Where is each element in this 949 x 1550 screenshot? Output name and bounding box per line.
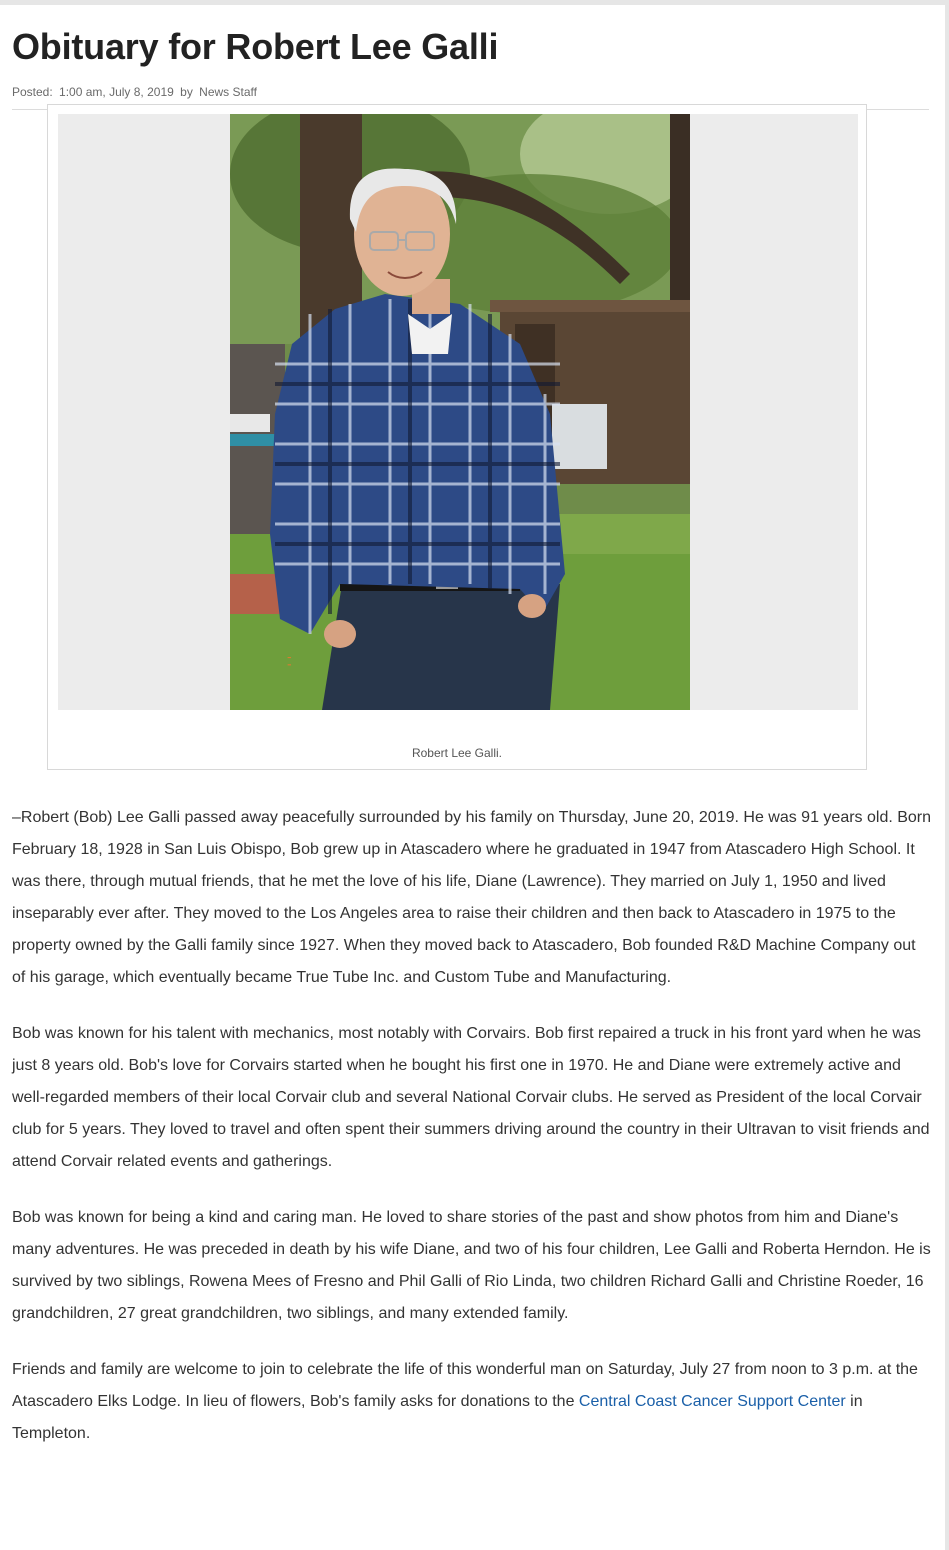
scrollbar-track[interactable] [945,0,949,1550]
article-body [12,802,932,1474]
paragraph: Bob was known for being a kind and caring man. He loved to share stories of the past and show photos from him and Diane's many adventures. He was preceded in death by his wife Diane, and two of his four children, Lee Galli and Roberta Herndon. He is survived by two siblings, Rowena Mees of Fresno and Phil Galli of Rio Linda, two children Richard Galli and Christine Roeder, 16 grandchildren, 27 great grandchildren, two siblings, and many extended family. [12,1209,931,1322]
photo-figure [47,104,867,770]
donation-link[interactable]: Central Coast Cancer Support Center [578,1393,846,1410]
top-border [0,0,949,5]
posted-time: 1:00 am, July 8, 2019 [59,85,174,99]
photo-mat [58,114,858,710]
author-link[interactable]: News Staff [199,85,257,99]
paragraph-final [12,1354,932,1450]
article-header [12,24,929,110]
page-title: Obituary for Robert Lee Galli [12,26,499,67]
portrait-photo[interactable] [230,114,690,710]
photo-caption: Robert Lee Galli. [411,746,503,760]
final-text-before: Friends and family are welcome to join to celebrate the life of this wonderful man on Saturday, July 27 from noon to 3 p.m. at the Atascadero Elks Lodge. In lieu of flowers, Bob's family asks for donations to the [12,1361,918,1410]
post-meta [12,84,929,100]
posted-label: Posted: [12,85,53,99]
paragraph: Bob was known for his talent with mechanics, most notably with Corvairs. Bob first repaired a truck in his front yard when he was just 8 years old. Bob's love for Corvairs started when he bought his first one in 1970. He and Diane were extremely active and well-regarded members of their local Corvair club and several National Corvair clubs. He served as President of the local Corvair club for 5 years. They loved to travel and often spent their summers driving around the country in their Ultravan to visit friends and attend Corvair related events and gatherings. [12,1025,930,1170]
paragraph: –Robert (Bob) Lee Galli passed away peacefully surrounded by his family on Thursday, June 20, 2019. He was 91 years old. Born February 18, 1928 in San Luis Obispo, Bob grew up in Atascadero where he graduated in 1947 from Atascadero High School. It was there, through mutual friends, that he met the love of his life, Diane (Lawrence). They married on July 1, 1950 and lived inseparably ever after. They moved to the Los Angeles area to raise their children and then back to Atascadero in 1975 to the property owned by the Galli family since 1927. When they moved back to Atascadero, Bob founded R&D Machine Company out of his garage, which eventually became True Tube Inc. and Custom Tube and Manufacturing. [12,809,932,986]
final-text-after: in Templeton. [12,1393,863,1442]
svg-text:'': '' [279,654,293,669]
by-label: by [180,85,193,99]
